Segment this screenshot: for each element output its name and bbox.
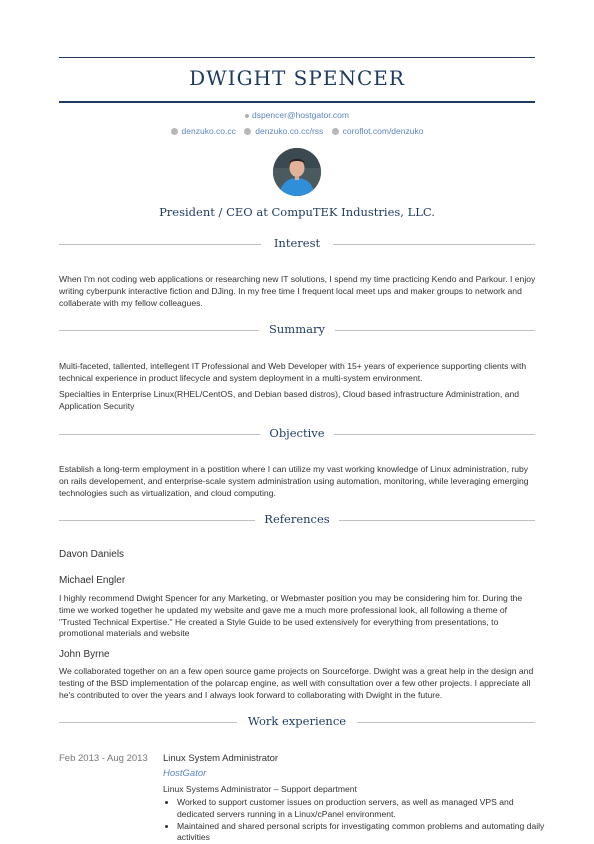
reference-text: I highly recommend Dwight Spencer for any Marketing, or Webmaster position you may be considering him for. During the time we worked together he updated my website and gave me a much more professional look, all following a theme of "Trusted Technical Expertise." He created a Style Guide to be used extensively for everything from presentations, to promotional materials and website	[59, 593, 523, 639]
header-top-rule	[59, 57, 535, 58]
work-experience-heading	[59, 714, 535, 730]
reference-name: John Byrne	[59, 649, 110, 660]
avatar-photo	[273, 148, 321, 196]
links-row	[59, 126, 535, 136]
references-heading	[59, 512, 535, 528]
section-title: Summary	[269, 322, 325, 336]
section-title: Work experience	[247, 714, 347, 728]
link-item-1[interactable]	[171, 126, 236, 136]
reference-text: We collaborated together on an a few open source game projects on Sourceforge. Dwight was a great help in the design and testing of the BSD implementation of the polarcap engine, as well with consultation over a few other projects. I appreciate all he's contributed to over the years and I always look forward to collaborating with Dwight in the future.	[59, 666, 534, 700]
summary-paragraph-1: Multi-faceted, tallented, intellegent IT Professional and Web Developer with 15+ years of experience supporting clients with technical experience in product lifecycle and system deployment in a multi-system environment.	[59, 361, 527, 383]
job-title: Linux System Administrator	[163, 753, 279, 764]
globe-icon	[244, 128, 251, 135]
email-row	[59, 110, 535, 120]
interest-text: When I'm not coding web applications or researching new IT solutions, I spend my time practicing Kendo and Parkour. I enjoy writing cyberpunk interactive fiction and DJing. In my free time I frequent local meet ups and maker groups to network and collaberate with my fellow colleagues.	[59, 274, 536, 308]
reference-name: Davon Daniels	[59, 549, 125, 560]
rss-link[interactable]: denzuko.co.cc/rss	[255, 126, 324, 136]
section-title: Objective	[269, 426, 325, 440]
interest-heading	[59, 236, 535, 252]
summary-paragraph-2: Specialties in Enterprise Linux(RHEL/CentOS, and Debian based distros), Cloud based infrastructure Administration, and Application Security	[59, 389, 520, 411]
summary-heading	[59, 322, 535, 338]
job-duties	[163, 797, 547, 844]
objective-text: Establish a long-term employment in a postition where I can utilize my vast working knowledge of Linux administration, ruby on rails developement, and enterprise-scale system administration using automation, monitoring, while leveraging emerging technologies such as virtualization, and cloud computing.	[59, 464, 529, 498]
headline: President / CEO at CompuTEK Industries, LLC.	[159, 205, 435, 219]
job-dates: Feb 2013 - Aug 2013	[59, 753, 148, 764]
company-link[interactable]: HostGator	[163, 768, 207, 779]
portfolio-link[interactable]: coroflot.com/denzuko	[342, 126, 424, 136]
section-title: Interest	[273, 236, 321, 250]
avatar	[273, 148, 321, 196]
email-item[interactable]	[245, 110, 349, 120]
email-icon	[245, 114, 249, 118]
globe-icon	[171, 128, 178, 135]
job-subtitle: Linux Systems Administrator – Support department	[163, 784, 357, 794]
list-item: • Maintained and shared personal scripts for investigating common problems and automating daily activities	[177, 821, 547, 844]
link-item-3[interactable]	[332, 126, 424, 136]
reference-name: Michael Engler	[59, 575, 126, 586]
candidate-name: DWIGHT SPENCER	[189, 66, 405, 90]
objective-heading	[59, 426, 535, 442]
email-link[interactable]: dspencer@hostgator.com	[252, 110, 349, 120]
globe-icon	[332, 128, 339, 135]
website-link[interactable]: denzuko.co.cc	[181, 126, 236, 136]
list-item: • Worked to support customer issues on production servers, as well as managed VPS and dedicated servers running in a Linux/cPanel environment.	[177, 797, 547, 821]
link-item-2[interactable]	[244, 126, 323, 136]
section-title: References	[264, 512, 330, 526]
header-bottom-rule	[59, 101, 535, 103]
